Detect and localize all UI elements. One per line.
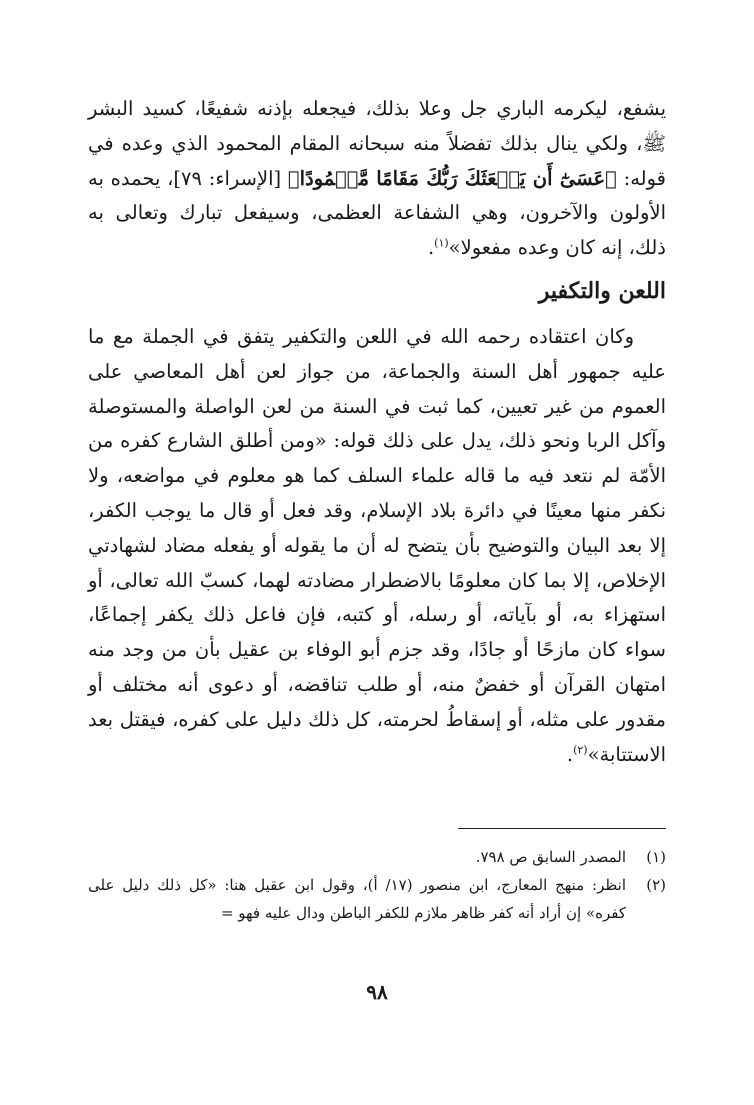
section-heading: اللعن والتكفير <box>538 277 666 304</box>
page-number: ٩٨ <box>366 980 388 1004</box>
footnote-item <box>88 871 666 927</box>
footnote-ref-2[interactable]: (٢) <box>573 743 588 757</box>
main-end-period: . <box>566 742 574 766</box>
footnote-number: (١) <box>646 848 666 866</box>
footnote-number: (٢) <box>646 876 666 894</box>
main-paragraph <box>88 320 666 772</box>
intro-text-part1: يشفع، ليكرمه الباري جل وعلا بذلك، فيجعله بإذنه شفيعًا، كسيد البشر ﷺ، ولكي ينال بذلك تفضلاً منه سبحانه المقام المحمود الذي وعده في قوله: <box>88 97 666 190</box>
intro-end-period: . <box>427 236 435 260</box>
footnote-text: انظر: منهج المعارج، ابن منصور (١٧/ أ)، وقول ابن عقيل هنا: «كل ذلك دليل على كفره» إن أراد أنه كفر ظاهر ملازم للكفر الباطن ودال عليه فهو = <box>88 876 626 922</box>
intro-paragraph <box>88 92 666 266</box>
footnote-text: المصدر السابق ص ٧٩٨. <box>475 848 626 866</box>
footnote-ref-1[interactable]: (١) <box>434 236 449 250</box>
footnote-divider <box>458 828 666 829</box>
main-paragraph-text: وكان اعتقاده رحمه الله في اللعن والتكفير يتفق في الجملة مع ما عليه جمهور أهل السنة والجماعة، من جواز لعن أهل المعاصي على العموم من غير تعيين، كما ثبت في السنة من لعن الواصلة والمستوصلة وآكل الربا ونحو ذلك، يدل على ذلك قوله: «ومن أطلق الشارع كفره من الأمّة لم نتعد فيه ما قاله علماء السلف كما هو معلوم في مواضعه، ولا نكفر منها معينًا في دائرة بلاد الإسلام، وقد فعل أو قال ما يوجب الكفر، إلا بعد البيان والتوضيح بأن يتضح له أن ما يقوله أو يفعله مضاد لشهادتي الإخلاص، إلا بما كان معلومًا بالاضطرار مضادته لهما، كسبّ الله تعالى، أو استهزاء به، أو بآياته، أو رسله، أو كتبه، فإن فاعل ذلك يكفر إجماعًا، سواء كان مازحًا أو جادًا، وقد جزم أبو الوفاء بن عقيل بأن من وجد منه امتهان القرآن أو خفضٌ منه، أو طلب تناقضه، أو دعوى أنه مختلف أو مقدور على مثله، أو إسقاطُ لحرمته، كل ذلك دليل على كفره، فيقتل بعد الاستتابة» <box>88 324 666 766</box>
intro-text-part2: [الإسراء: ٧٩]، يحمده به الأولون والآخرون، وهي الشفاعة العظمى، وسيفعل تبارك وتعالى به ذلك، إنه كان وعده مفعولا» <box>88 166 666 260</box>
page-body <box>88 92 666 772</box>
quran-verse: ﴿عَسَىٰٓ أَن يَبۡعَثَكَ رَبُّكَ مَقَامًا مَّحۡمُودًا﴾ <box>287 166 617 190</box>
footnotes <box>88 843 666 927</box>
footnote-item <box>88 843 666 871</box>
